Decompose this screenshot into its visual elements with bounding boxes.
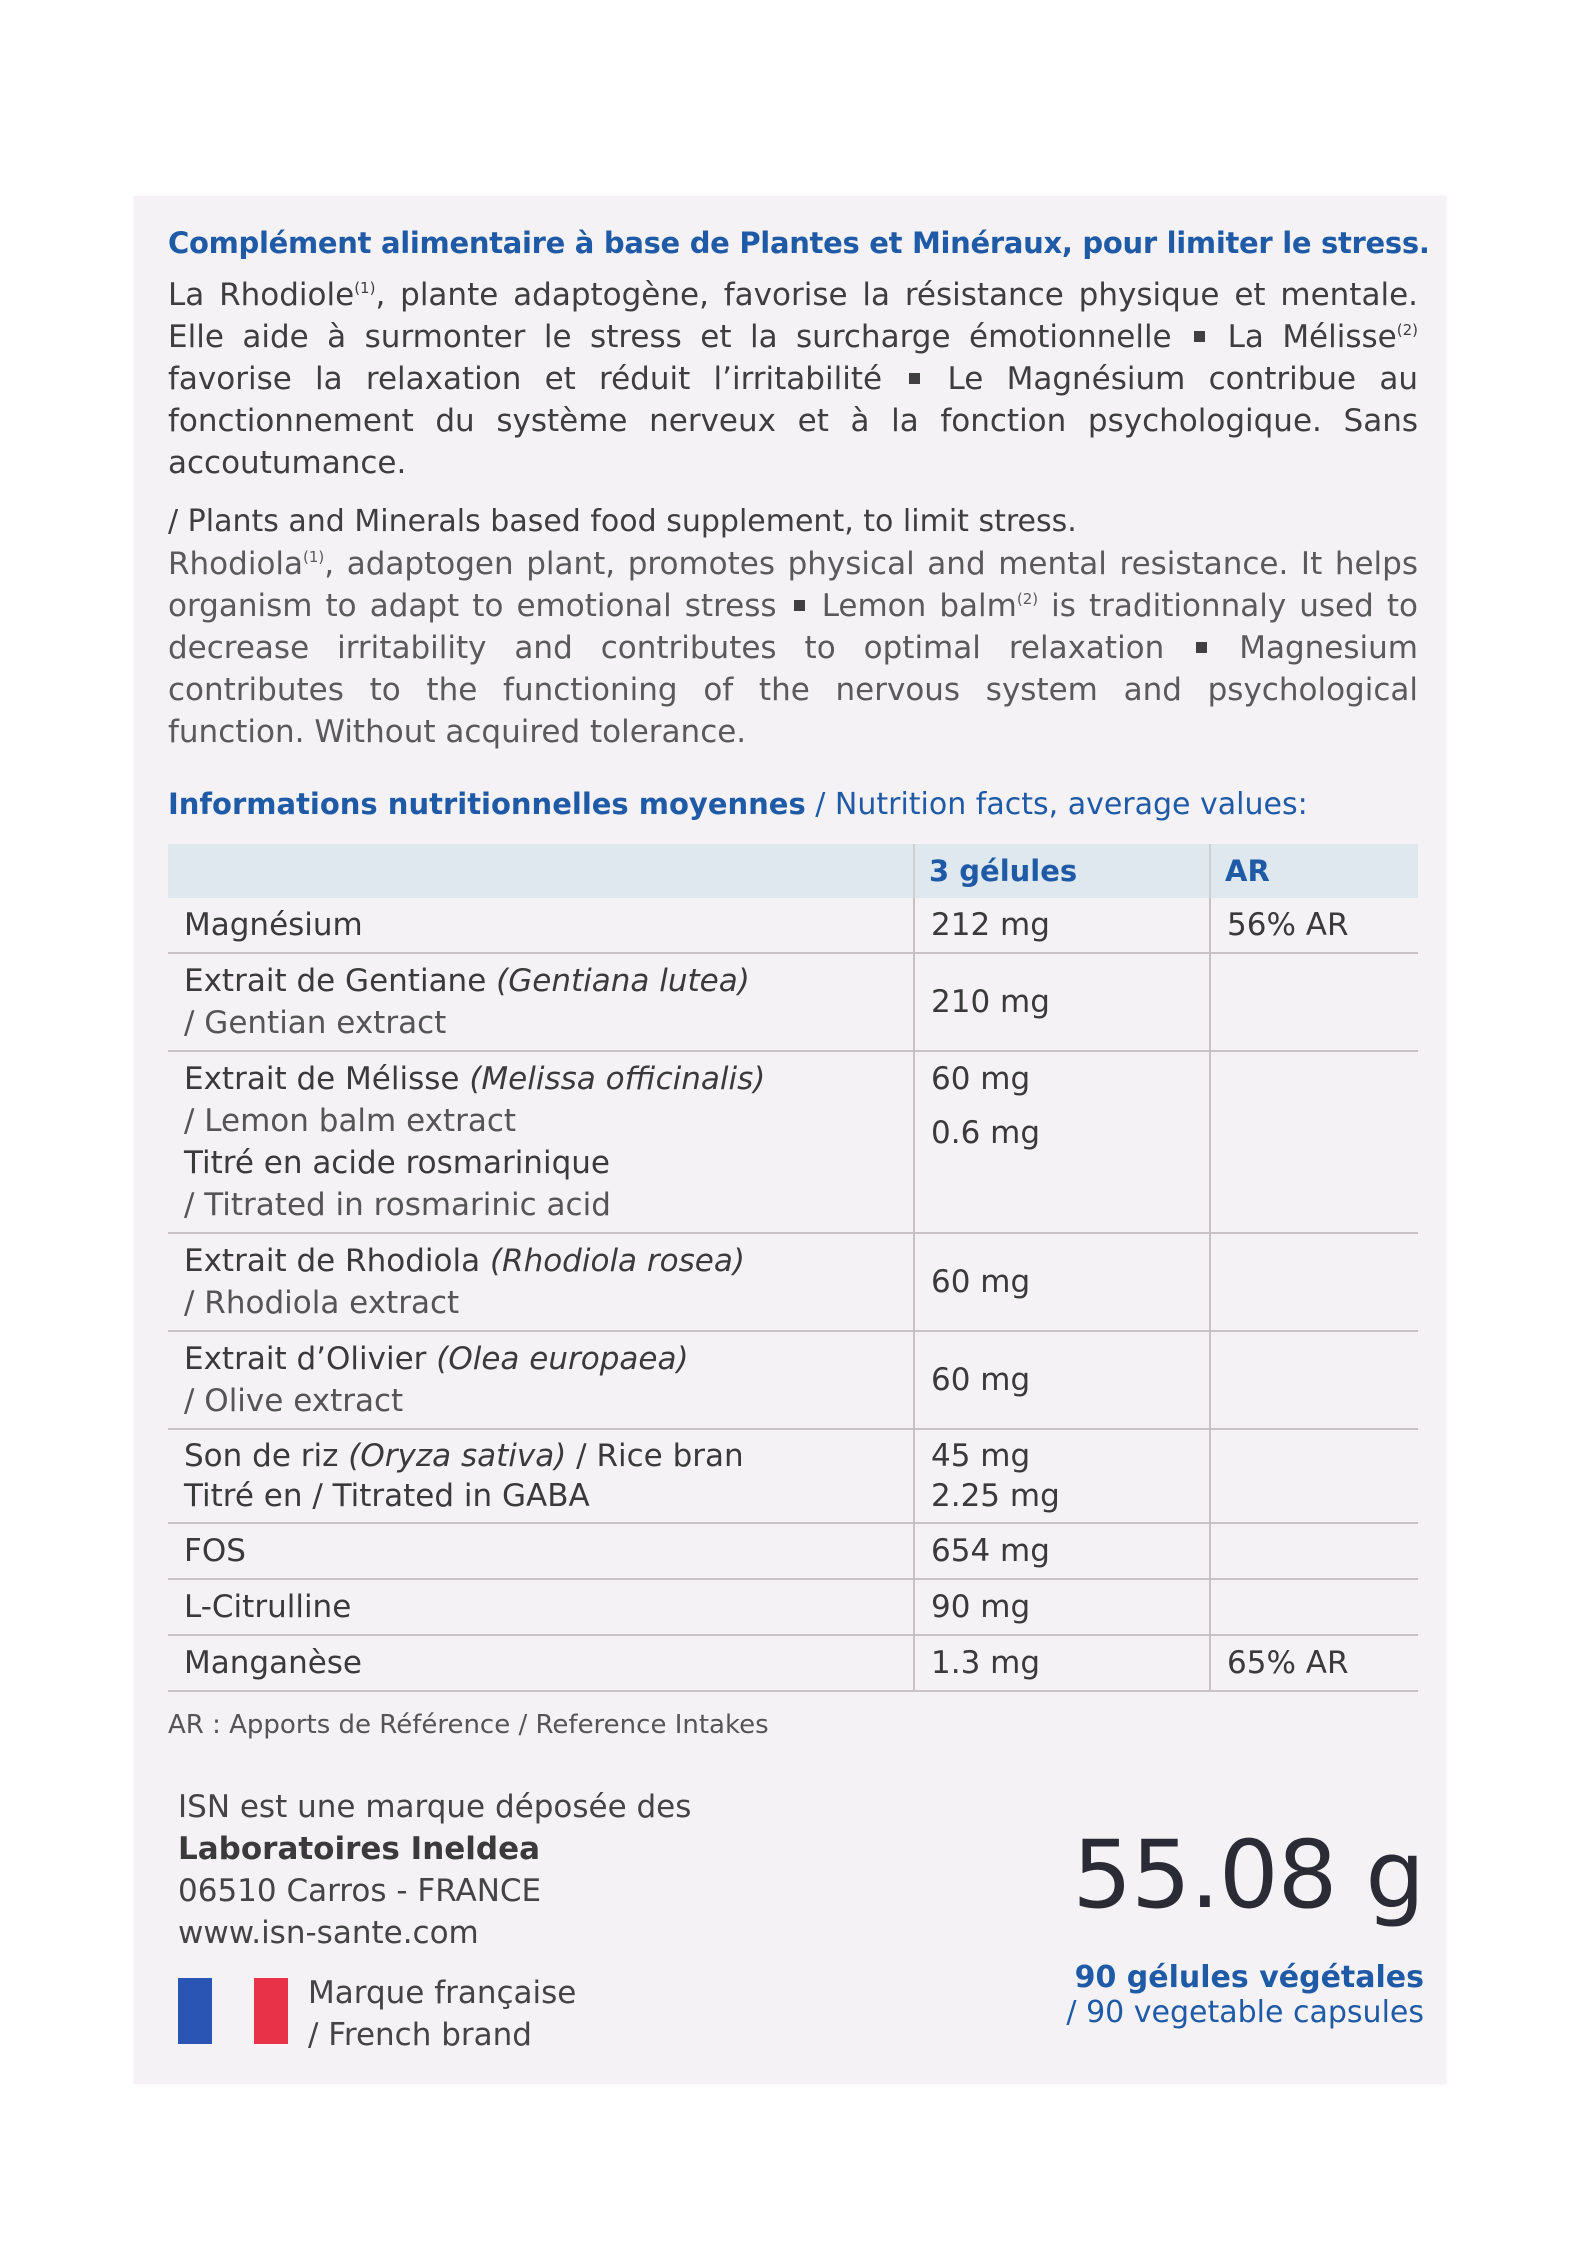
ingredient-name: Manganèse: [168, 1635, 914, 1691]
description-fr: [168, 274, 1418, 484]
en-text-5: Magnesium contributes to the functioning of the nervous system and psychological function. Without acquired tolerance.: [168, 630, 1418, 750]
en-text-1: Rhodiola: [168, 546, 304, 582]
ingredient-name: FOS: [168, 1523, 914, 1579]
company-website: www.isn-sante.com: [178, 1915, 479, 1951]
fr-text-5: Le Magnésium contribue au fonctionnement du système nerveux et à la fonction psychologique. Sans accoutumance.: [168, 361, 1419, 481]
trademark-line: ISN est une marque déposée des: [178, 1789, 692, 1825]
flag-blue-stripe: [178, 1978, 212, 2044]
en-text-4: is traditionnaly used to decrease irritability and contributes to optimal relaxation: [168, 588, 1418, 666]
nutrition-table: [168, 844, 1418, 1692]
header-dose: 3 gélules: [914, 844, 1210, 898]
table-row: [168, 898, 1418, 953]
ingredient-ar: [1210, 1051, 1418, 1233]
label-content: [168, 226, 1430, 1740]
bullet-square-icon: [1196, 642, 1207, 653]
product-headline: Complément alimentaire à base de Plantes et Minéraux, pour limiter le stress.: [168, 226, 1430, 260]
brand-fr: Marque française: [308, 1975, 577, 2011]
ingredient-ar: 56% AR: [1210, 898, 1418, 953]
ingredient-ar: 65% AR: [1210, 1635, 1418, 1691]
fr-text-1: La Rhodiole: [168, 277, 355, 313]
net-weight: 55.08 g: [1072, 1821, 1424, 1930]
package-label-panel: [134, 196, 1446, 2084]
table-row: [168, 1051, 1418, 1233]
french-flag-icon: [178, 1978, 288, 2044]
ingredient-name: Extrait de Mélisse (Melissa officinalis) / Lemon balm extract Titré en acide rosmarinique / Titrated in rosmarinic acid: [168, 1051, 914, 1233]
table-row: [168, 953, 1418, 1051]
header-ingredient: [168, 844, 914, 898]
ingredient-name: Magnésium: [168, 898, 914, 953]
ingredient-dose: 90 mg: [914, 1579, 1210, 1635]
capsule-count-fr: 90 gélules végétales: [1074, 1960, 1424, 1995]
fr-text-2: , plante adaptogène, favorise la résistance physique et mentale. Elle aide à surmonter le stress et la surcharge émotionnelle: [168, 277, 1419, 355]
table-row: [168, 1579, 1418, 1635]
company-address: 06510 Carros - FRANCE: [178, 1873, 542, 1909]
bullet-square-icon: [794, 600, 805, 611]
ingredient-ar: [1210, 1429, 1418, 1523]
table-row: [168, 1635, 1418, 1691]
table-row: [168, 1233, 1418, 1331]
company-info: [178, 1786, 692, 2053]
ingredient-ar: [1210, 1579, 1418, 1635]
table-row: [168, 1331, 1418, 1429]
ingredient-dose: 1.3 mg: [914, 1635, 1210, 1691]
footnote-ref-1: (1): [354, 279, 376, 297]
ingredient-name: Extrait de Rhodiola (Rhodiola rosea) / Rhodiola extract: [168, 1233, 914, 1331]
ingredient-dose: 60 mg: [914, 1331, 1210, 1429]
ingredient-ar: [1210, 1331, 1418, 1429]
ingredient-ar: [1210, 1233, 1418, 1331]
table-row: [168, 1523, 1418, 1579]
ingredient-dose: 45 mg 2.25 mg: [914, 1429, 1210, 1523]
ingredient-name: Extrait d’Olivier (Olea europaea) / Olive extract: [168, 1331, 914, 1429]
description-en: [168, 500, 1418, 753]
footnote-ref-2-en: (2): [1016, 590, 1039, 608]
ingredient-dose: 60 mg 0.6 mg: [914, 1051, 1210, 1233]
company-name: Laboratoires Ineldea: [178, 1831, 541, 1867]
ingredient-dose: 210 mg: [914, 953, 1210, 1051]
footnote-ref-1-en: (1): [303, 548, 325, 566]
nutrition-title-fr: Informations nutritionnelles moyennes: [168, 787, 806, 821]
fr-text-4: favorise la relaxation et réduit l’irritabilité: [168, 361, 883, 397]
flag-red-stripe: [254, 1978, 288, 2044]
reference-intakes-footnote: AR : Apports de Référence / Reference Intakes: [168, 1710, 769, 1740]
ingredient-name: Son de riz (Oryza sativa) / Rice bran Titré en / Titrated in GABA: [168, 1429, 914, 1523]
ingredient-ar: [1210, 953, 1418, 1051]
table-row: [168, 1429, 1418, 1523]
ingredient-ar: [1210, 1523, 1418, 1579]
ingredient-dose: 212 mg: [914, 898, 1210, 953]
ingredient-dose: 60 mg: [914, 1233, 1210, 1331]
french-brand-label: [308, 1972, 576, 2056]
nutrition-title-en: / Nutrition facts, average values:: [805, 787, 1308, 822]
ingredient-name: L-Citrulline: [168, 1579, 914, 1635]
brand-en: / French brand: [308, 2017, 532, 2053]
ingredient-name: Extrait de Gentiane (Gentiana lutea) / Gentian extract: [168, 953, 914, 1051]
en-text-2: , adaptogen plant, promotes physical and mental resistance. It helps organism to adapt to emotional stress: [168, 546, 1418, 624]
nutrition-title: [168, 787, 1418, 822]
header-ar: AR: [1210, 844, 1418, 898]
fr-text-3: La Mélisse: [1227, 319, 1397, 355]
en-lead: / Plants and Minerals based food supplement, to limit stress.: [168, 504, 1077, 539]
ingredient-dose: 654 mg: [914, 1523, 1210, 1579]
footnote-ref-2: (2): [1396, 321, 1418, 339]
bullet-square-icon: [1194, 331, 1205, 342]
bullet-square-icon: [909, 373, 920, 384]
product-quantity: [1066, 1821, 1424, 2030]
en-text-3: Lemon balm: [821, 588, 1017, 624]
capsule-count-en: / 90 vegetable capsules: [1066, 1995, 1424, 2030]
table-header-row: [168, 844, 1418, 898]
